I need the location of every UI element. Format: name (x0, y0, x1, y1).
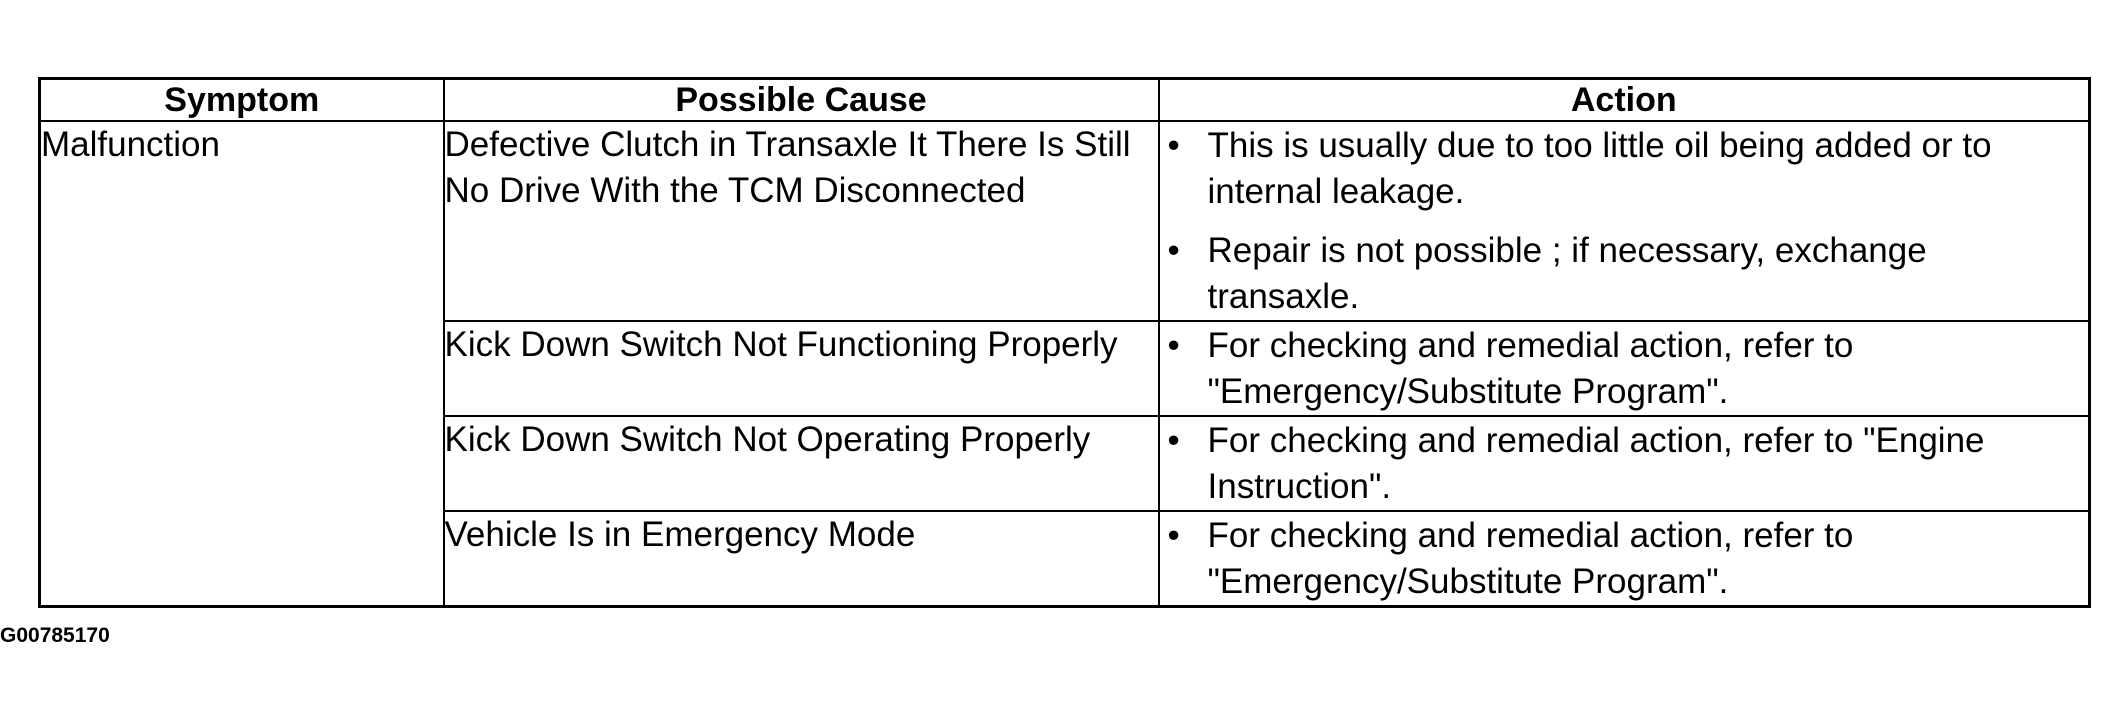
action-cell (1159, 321, 2090, 416)
bullet-icon: • (1167, 516, 1180, 555)
figure-id: G00785170 (0, 624, 110, 647)
action-list (1160, 512, 2089, 605)
action-item (1160, 512, 2089, 605)
header-possible-cause: Possible Cause (444, 79, 1159, 122)
cause-cell: Kick Down Switch Not Functioning Properly (444, 321, 1159, 416)
action-list (1160, 322, 2089, 415)
bullet-icon: • (1167, 126, 1180, 165)
action-text: For checking and remedial action, refer to "Engine Instruction". (1207, 421, 1985, 506)
table-header-row (40, 79, 2090, 122)
action-cell (1159, 416, 2090, 511)
action-text: Repair is not possible ; if necessary, exchange transaxle. (1207, 231, 1927, 316)
action-cell (1159, 511, 2090, 607)
action-list (1160, 417, 2089, 510)
table-row (40, 121, 2090, 321)
cause-cell: Vehicle Is in Emergency Mode (444, 511, 1159, 607)
action-cell (1159, 121, 2090, 321)
symptom-cell: Malfunction (40, 121, 444, 607)
diagnosis-table (38, 77, 2091, 608)
bullet-icon: • (1167, 421, 1180, 460)
cause-cell: Kick Down Switch Not Operating Properly (444, 416, 1159, 511)
action-item (1160, 322, 2089, 415)
bullet-icon: • (1167, 231, 1180, 270)
header-symptom: Symptom (40, 79, 444, 122)
action-item (1160, 122, 2089, 215)
header-action: Action (1159, 79, 2090, 122)
action-text: This is usually due to too little oil being added or to internal leakage. (1207, 126, 1992, 211)
action-text: For checking and remedial action, refer to "Emergency/Substitute Program". (1207, 326, 1854, 411)
action-list (1160, 122, 2089, 320)
action-item (1160, 227, 2089, 320)
action-item (1160, 417, 2089, 510)
cause-cell: Defective Clutch in Transaxle It There Is Still No Drive With the TCM Disconnected (444, 121, 1159, 321)
action-text: For checking and remedial action, refer to "Emergency/Substitute Program". (1207, 516, 1854, 601)
bullet-icon: • (1167, 326, 1180, 365)
